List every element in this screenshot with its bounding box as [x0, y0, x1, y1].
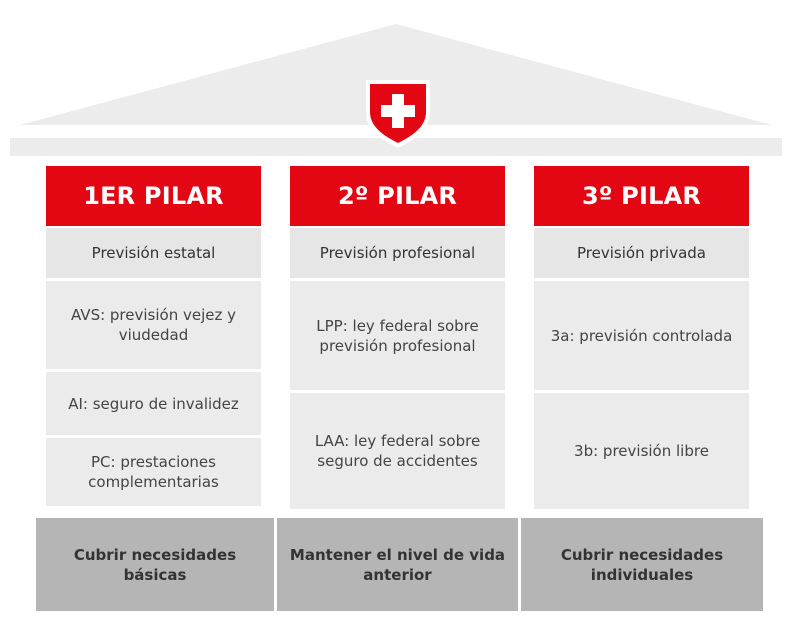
pillar-3 — [534, 166, 749, 509]
swiss-cross-shield-icon — [366, 80, 430, 148]
pillar-1-item-pc: PC: prestaciones complementarias — [46, 438, 261, 506]
pillar-2-item-lpp: LPP: ley federal sobre previsión profesional — [290, 281, 505, 390]
roof — [0, 0, 793, 160]
pillar-1 — [46, 166, 261, 506]
pillar-2-subtitle: Previsión profesional — [290, 228, 505, 278]
base-block-2: Mantener el nivel de vida anterior — [277, 518, 518, 611]
pillar-3-item-3b: 3b: previsión libre — [534, 393, 749, 509]
pillar-1-subtitle: Previsión estatal — [46, 228, 261, 278]
pillar-3-subtitle: Previsión privada — [534, 228, 749, 278]
pillar-1-item-avs: AVS: previsión vejez y viudedad — [46, 281, 261, 369]
pillar-2 — [290, 166, 505, 509]
pillar-2-item-laa: LAA: ley federal sobre seguro de accidentes — [290, 393, 505, 509]
pillar-2-title: 2º PILAR — [290, 166, 505, 226]
base-block-3: Cubrir necesidades individuales — [521, 518, 763, 611]
base-block-1: Cubrir necesidades básicas — [36, 518, 274, 611]
pillar-1-item-ai: AI: seguro de invalidez — [46, 372, 261, 435]
pillar-3-title: 3º PILAR — [534, 166, 749, 226]
pillar-3-item-3a: 3a: previsión controlada — [534, 281, 749, 390]
pillar-1-title: 1ER PILAR — [46, 166, 261, 226]
